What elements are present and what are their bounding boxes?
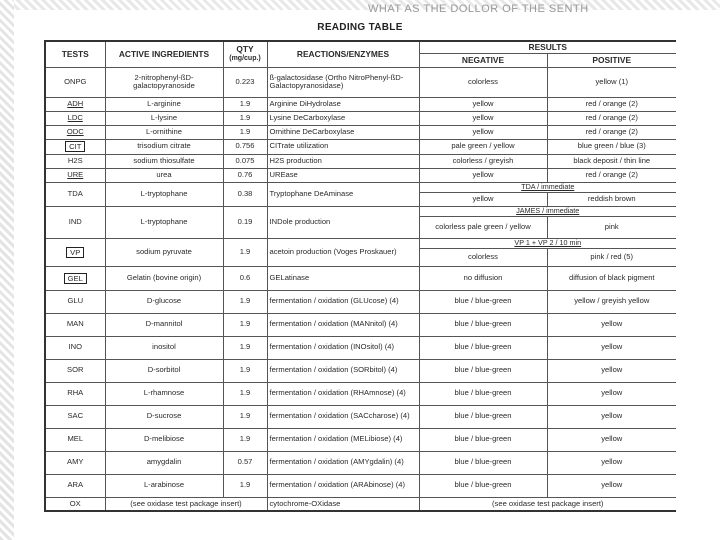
col-header-tests: TESTS <box>45 41 105 67</box>
reaction: acetoin production (Voges Proskauer) <box>267 238 419 266</box>
table-row <box>45 139 676 154</box>
reaction: CITrate utilization <box>267 139 419 154</box>
qty-label: QTY <box>236 43 254 54</box>
negative-result: blue / blue-green <box>419 405 547 428</box>
table-row <box>45 67 676 97</box>
positive-result: diffusion of black pigment <box>547 266 676 290</box>
reaction: cytochrome-OXidase <box>267 497 419 511</box>
table-row <box>45 266 676 290</box>
negative-result: pale green / yellow <box>419 139 547 154</box>
test-code: SAC <box>45 405 105 428</box>
qty-value: 0.76 <box>223 168 267 182</box>
ingredient: trisodium citrate <box>105 139 223 154</box>
table-row <box>45 474 676 497</box>
qty-value: 1.9 <box>223 111 267 125</box>
table-row <box>45 154 676 168</box>
reaction: Ornithine DeCarboxylase <box>267 125 419 139</box>
ingredient: D-mannitol <box>105 313 223 336</box>
positive-result: red / orange (2) <box>547 168 676 182</box>
qty-value: 1.9 <box>223 97 267 111</box>
qty-value: 0.756 <box>223 139 267 154</box>
test-code <box>45 139 105 154</box>
table-row <box>45 382 676 405</box>
reagent-note: JAMES / immediate <box>419 206 676 216</box>
positive-result: yellow <box>547 428 676 451</box>
negative-result: blue / blue-green <box>419 451 547 474</box>
ingredient: L-tryptophane <box>105 206 223 238</box>
col-header-reactions: REACTIONS/ENZYMES <box>267 41 419 67</box>
reaction: fermentation / oxidation (SORbitol) (4) <box>267 359 419 382</box>
test-code: SOR <box>45 359 105 382</box>
test-code <box>45 266 105 290</box>
qty-value: 1.9 <box>223 336 267 359</box>
positive-result: red / orange (2) <box>547 125 676 139</box>
ingredient: inositol <box>105 336 223 359</box>
col-header-negative: NEGATIVE <box>419 53 547 67</box>
test-code <box>45 97 105 111</box>
reaction: Arginine DiHydrolase <box>267 97 419 111</box>
table-row <box>45 290 676 313</box>
ingredient: amygdalin <box>105 451 223 474</box>
ingredient: sodium pyruvate <box>105 238 223 266</box>
reading-table-sheet <box>44 40 676 540</box>
table-row <box>45 182 676 192</box>
positive-result: yellow <box>547 382 676 405</box>
negative-result: yellow <box>419 168 547 182</box>
positive-result: yellow <box>547 451 676 474</box>
qty-value: 0.19 <box>223 206 267 238</box>
reaction: fermentation / oxidation (INOsitol) (4) <box>267 336 419 359</box>
negative-result: colorless <box>419 248 547 266</box>
qty-value: 1.9 <box>223 359 267 382</box>
ingredient: (see oxidase test package insert) <box>105 497 267 511</box>
table-row <box>45 125 676 139</box>
test-code <box>45 238 105 266</box>
positive-result: blue green / blue (3) <box>547 139 676 154</box>
ingredient: 2-nitrophenyl-ßD-galactopyranoside <box>105 67 223 97</box>
test-code-text: CIT <box>65 141 85 152</box>
qty-unit: (mg/cup.) <box>229 55 261 63</box>
decorative-stripe-left <box>0 0 14 540</box>
reaction: fermentation / oxidation (SACcharose) (4) <box>267 405 419 428</box>
negative-result: yellow <box>419 192 547 206</box>
negative-result: yellow <box>419 111 547 125</box>
negative-result: blue / blue-green <box>419 313 547 336</box>
reaction: GELatinase <box>267 266 419 290</box>
results-note: (see oxidase test package insert) <box>419 497 676 511</box>
negative-result: blue / blue-green <box>419 336 547 359</box>
test-code <box>45 125 105 139</box>
ingredient: D-melibiose <box>105 428 223 451</box>
qty-value: 0.075 <box>223 154 267 168</box>
positive-result: yellow / greyish yellow <box>547 290 676 313</box>
qty-value: 1.9 <box>223 382 267 405</box>
reagent-note: VP 1 + VP 2 / 10 min <box>419 238 676 248</box>
qty-value: 0.38 <box>223 182 267 206</box>
test-code <box>45 168 105 182</box>
negative-result: colorless / greyish <box>419 154 547 168</box>
reaction: fermentation / oxidation (ARAbinose) (4) <box>267 474 419 497</box>
table-row <box>45 405 676 428</box>
reaction: ß-galactosidase (Ortho NitroPhenyl-ßD-Galactopyranosidase) <box>267 67 419 97</box>
reading-table <box>44 40 676 512</box>
test-code: RHA <box>45 382 105 405</box>
negative-result: blue / blue-green <box>419 428 547 451</box>
qty-value: 1.9 <box>223 428 267 451</box>
reaction: Lysine DeCarboxylase <box>267 111 419 125</box>
test-code-text: ADH <box>67 98 84 108</box>
table-row <box>45 206 676 216</box>
test-code <box>45 111 105 125</box>
ingredient: L-arginine <box>105 97 223 111</box>
reaction: H2S production <box>267 154 419 168</box>
test-code: ARA <box>45 474 105 497</box>
table-row <box>45 238 676 248</box>
reaction: fermentation / oxidation (MELibiose) (4) <box>267 428 419 451</box>
negative-result: yellow <box>419 97 547 111</box>
col-header-positive: POSITIVE <box>547 53 676 67</box>
col-header-qty <box>223 41 267 67</box>
positive-result: yellow <box>547 405 676 428</box>
qty-value: 1.9 <box>223 125 267 139</box>
negative-result: blue / blue-green <box>419 382 547 405</box>
table-row <box>45 168 676 182</box>
positive-result: red / orange (2) <box>547 97 676 111</box>
ingredient: D-sucrose <box>105 405 223 428</box>
test-code: OX <box>45 497 105 511</box>
negative-result: colorless <box>419 67 547 97</box>
qty-value: 1.9 <box>223 405 267 428</box>
qty-value: 0.6 <box>223 266 267 290</box>
negative-result: colorless pale green / yellow <box>419 216 547 238</box>
negative-result: blue / blue-green <box>419 290 547 313</box>
test-code: GLU <box>45 290 105 313</box>
negative-result: yellow <box>419 125 547 139</box>
table-row <box>45 313 676 336</box>
ingredient: L-ornithine <box>105 125 223 139</box>
test-code: ONPG <box>45 67 105 97</box>
test-code: IND <box>45 206 105 238</box>
table-row <box>45 497 676 511</box>
table-row <box>45 451 676 474</box>
qty-value: 0.57 <box>223 451 267 474</box>
qty-value: 1.9 <box>223 474 267 497</box>
test-code-text: ODC <box>66 126 84 136</box>
ingredient: L-lysine <box>105 111 223 125</box>
test-code: MAN <box>45 313 105 336</box>
table-row <box>45 97 676 111</box>
ingredient: L-arabinose <box>105 474 223 497</box>
positive-result: pink / red (5) <box>547 248 676 266</box>
col-header-active-ingredients: ACTIVE INGREDIENTS <box>105 41 223 67</box>
reagent-note: TDA / immediate <box>419 182 676 192</box>
table-row <box>45 359 676 382</box>
negative-result: blue / blue-green <box>419 359 547 382</box>
test-code: INO <box>45 336 105 359</box>
test-code-text: VP <box>66 247 84 258</box>
positive-result: yellow <box>547 313 676 336</box>
table-row <box>45 336 676 359</box>
test-code: H2S <box>45 154 105 168</box>
ingredient: D-sorbitol <box>105 359 223 382</box>
page-title: READING TABLE <box>317 22 403 33</box>
test-code-text: GEL <box>64 273 87 284</box>
reaction: fermentation / oxidation (RHAmnose) (4) <box>267 382 419 405</box>
positive-result: yellow <box>547 336 676 359</box>
qty-value: 1.9 <box>223 313 267 336</box>
test-code-text: URE <box>67 169 84 179</box>
ingredient: D-glucose <box>105 290 223 313</box>
ingredient: L-rhamnose <box>105 382 223 405</box>
reaction: fermentation / oxidation (AMYgdalin) (4) <box>267 451 419 474</box>
positive-result: pink <box>547 216 676 238</box>
ingredient: sodium thiosulfate <box>105 154 223 168</box>
positive-result: red / orange (2) <box>547 111 676 125</box>
positive-result: yellow <box>547 474 676 497</box>
negative-result: blue / blue-green <box>419 474 547 497</box>
reaction: INDole production <box>267 206 419 238</box>
col-header-results: RESULTS <box>419 41 676 53</box>
positive-result: yellow (1) <box>547 67 676 97</box>
qty-value: 1.9 <box>223 238 267 266</box>
qty-value: 1.9 <box>223 290 267 313</box>
decorative-stripe-top <box>0 0 720 10</box>
test-code-text: LDC <box>67 112 83 122</box>
reaction: fermentation / oxidation (GLUcose) (4) <box>267 290 419 313</box>
ingredient: Gelatin (bovine origin) <box>105 266 223 290</box>
qty-value: 0.223 <box>223 67 267 97</box>
reaction: UREase <box>267 168 419 182</box>
faded-heading-text: WHAT AS THE DOLLOR OF THE SENTH <box>368 3 589 15</box>
table-row <box>45 111 676 125</box>
test-code: TDA <box>45 182 105 206</box>
ingredient: urea <box>105 168 223 182</box>
positive-result: black deposit / thin line <box>547 154 676 168</box>
positive-result: reddish brown <box>547 192 676 206</box>
table-row <box>45 428 676 451</box>
reaction: fermentation / oxidation (MANnitol) (4) <box>267 313 419 336</box>
test-code: AMY <box>45 451 105 474</box>
test-code: MEL <box>45 428 105 451</box>
positive-result: yellow <box>547 359 676 382</box>
ingredient: L-tryptophane <box>105 182 223 206</box>
reaction: Tryptophane DeAminase <box>267 182 419 206</box>
negative-result: no diffusion <box>419 266 547 290</box>
